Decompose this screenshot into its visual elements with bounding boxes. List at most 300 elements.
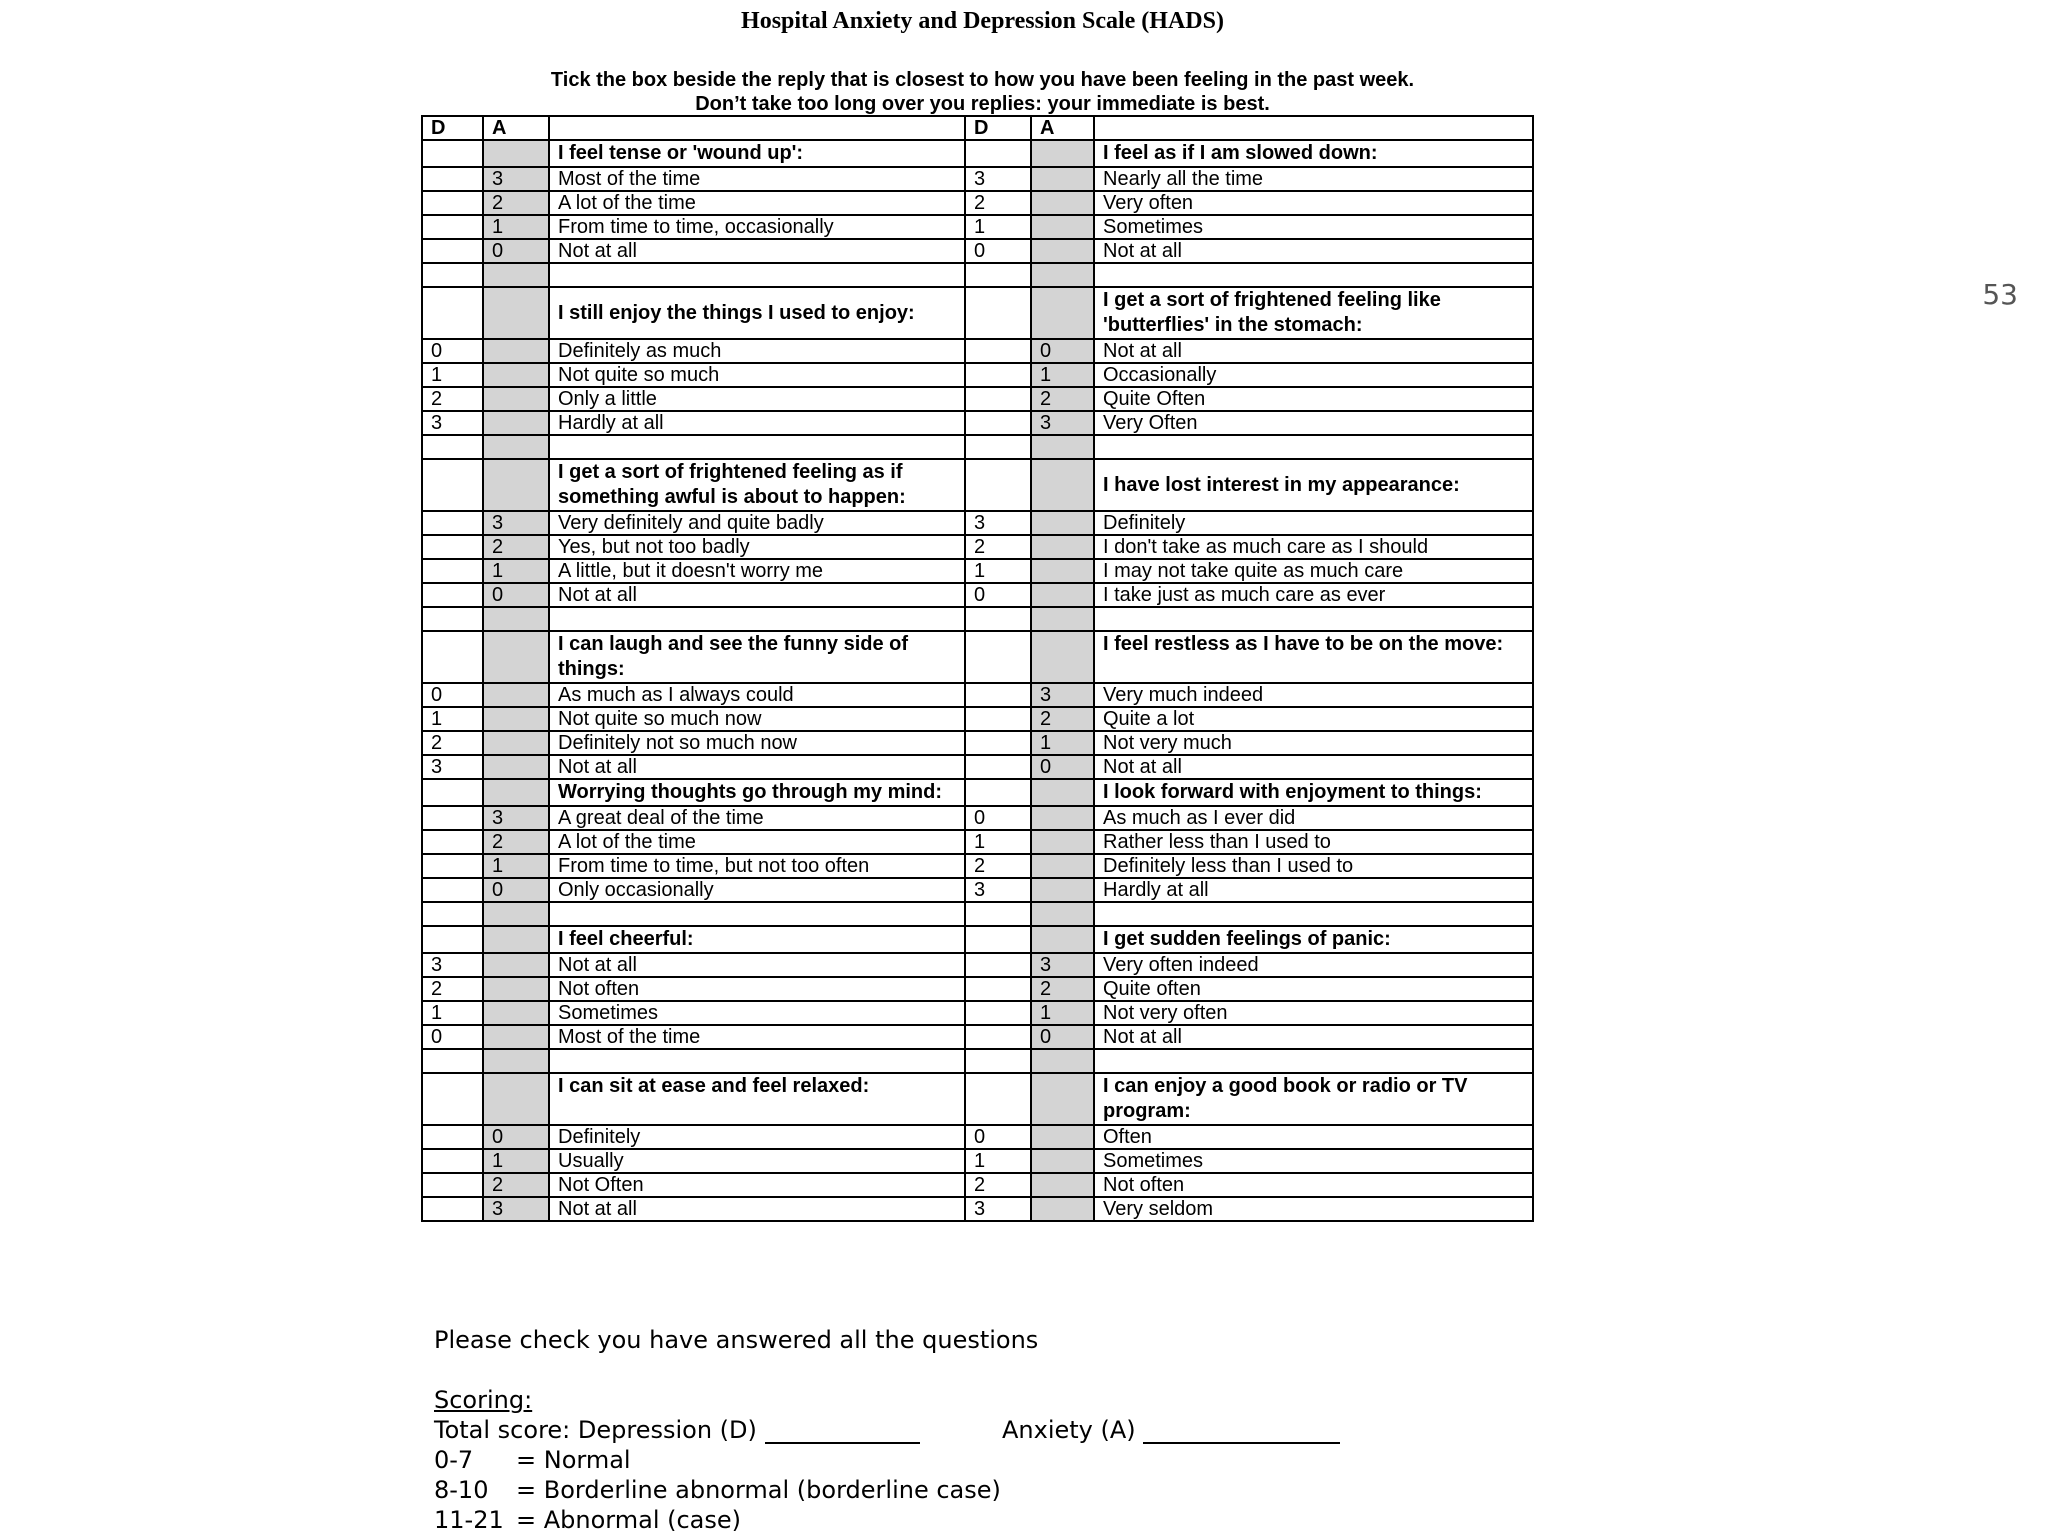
score-range: 8-10 bbox=[434, 1476, 489, 1504]
spacer-cell bbox=[422, 1049, 483, 1073]
anxiety-score-cell[interactable] bbox=[483, 363, 549, 387]
anxiety-score-cell[interactable] bbox=[483, 707, 549, 731]
anxiety-score-cell[interactable] bbox=[483, 387, 549, 411]
answer-option-text: Hardly at all bbox=[549, 411, 965, 435]
spacer-cell bbox=[549, 607, 965, 631]
answer-option-text: Nearly all the time bbox=[1094, 167, 1533, 191]
depression-score-cell[interactable] bbox=[422, 239, 483, 263]
question-row bbox=[422, 1073, 1533, 1125]
spacer-cell bbox=[483, 1049, 549, 1073]
answer-option-text: Sometimes bbox=[1094, 1149, 1533, 1173]
depression-score-cell[interactable] bbox=[422, 1149, 483, 1173]
anxiety-score-cell[interactable]: 3 bbox=[483, 806, 549, 830]
question-row bbox=[422, 287, 1533, 339]
anxiety-score-cell[interactable]: 3 bbox=[483, 511, 549, 535]
answer-option-row[interactable] bbox=[422, 387, 1533, 411]
question-text: I get a sort of frightened feeling as if something awful is about to happen: bbox=[549, 459, 965, 511]
anxiety-column-header: A bbox=[1031, 116, 1094, 140]
spacer-cell bbox=[965, 263, 1031, 287]
depression-score-cell[interactable] bbox=[422, 806, 483, 830]
depression-score-cell[interactable] bbox=[422, 583, 483, 607]
anxiety-score-cell[interactable]: 2 bbox=[483, 830, 549, 854]
answer-option-row[interactable] bbox=[422, 239, 1533, 263]
answer-option-text: Very often bbox=[1094, 191, 1533, 215]
depression-score-cell[interactable] bbox=[965, 707, 1031, 731]
question-text: I have lost interest in my appearance: bbox=[1094, 459, 1533, 511]
answer-option-text: Definitely not so much now bbox=[549, 731, 965, 755]
answer-option-text: Occasionally bbox=[1094, 363, 1533, 387]
depression-score-cell[interactable]: 0 bbox=[422, 1025, 483, 1049]
depression-score-cell[interactable]: 2 bbox=[965, 854, 1031, 878]
anxiety-score-cell[interactable]: 3 bbox=[1031, 953, 1094, 977]
answer-option-row[interactable] bbox=[422, 1149, 1533, 1173]
answer-option-text: I may not take quite as much care bbox=[1094, 559, 1533, 583]
anxiety-score-cell[interactable]: 0 bbox=[483, 1125, 549, 1149]
depression-score-cell[interactable]: 0 bbox=[422, 683, 483, 707]
answer-option-text: From time to time, occasionally bbox=[549, 215, 965, 239]
anxiety-score-cell[interactable] bbox=[1031, 1173, 1094, 1197]
anxiety-score-cell[interactable]: 1 bbox=[483, 854, 549, 878]
depression-score-cell[interactable] bbox=[422, 854, 483, 878]
depression-score-cell[interactable]: 3 bbox=[422, 411, 483, 435]
question-text: I can enjoy a good book or radio or TV program: bbox=[1094, 1073, 1533, 1125]
answer-option-text: Only occasionally bbox=[549, 878, 965, 902]
question-text: I feel cheerful: bbox=[549, 926, 965, 953]
depression-score-cell[interactable]: 1 bbox=[422, 1001, 483, 1025]
anxiety-score-cell[interactable] bbox=[1031, 878, 1094, 902]
question-column-header bbox=[1094, 116, 1533, 140]
question-row bbox=[422, 459, 1533, 511]
spacer-cell bbox=[965, 435, 1031, 459]
score-meaning: = Borderline abnormal (borderline case) bbox=[516, 1476, 1001, 1504]
anxiety-score-cell[interactable] bbox=[483, 683, 549, 707]
depression-score-cell bbox=[965, 140, 1031, 167]
spacer-cell bbox=[549, 435, 965, 459]
answer-option-text: I don't take as much care as I should bbox=[1094, 535, 1533, 559]
depression-score-cell[interactable] bbox=[422, 830, 483, 854]
depression-column-header: D bbox=[422, 116, 483, 140]
anxiety-score-cell[interactable]: 0 bbox=[1031, 339, 1094, 363]
anxiety-score-cell[interactable]: 1 bbox=[1031, 1001, 1094, 1025]
depression-score-cell[interactable]: 2 bbox=[965, 191, 1031, 215]
depression-score-cell[interactable]: 0 bbox=[965, 583, 1031, 607]
anxiety-score-cell[interactable]: 3 bbox=[483, 167, 549, 191]
depression-score-cell[interactable] bbox=[965, 339, 1031, 363]
spacer-cell bbox=[483, 263, 549, 287]
answer-option-row[interactable] bbox=[422, 683, 1533, 707]
answer-option-row[interactable] bbox=[422, 411, 1533, 435]
spacer-cell bbox=[422, 607, 483, 631]
question-text: I can sit at ease and feel relaxed: bbox=[549, 1073, 965, 1125]
anxiety-score-cell[interactable] bbox=[1031, 559, 1094, 583]
depression-score-cell[interactable]: 2 bbox=[422, 387, 483, 411]
score-range: 11-21 bbox=[434, 1506, 504, 1534]
depression-score-cell bbox=[422, 631, 483, 683]
spacer-cell bbox=[483, 435, 549, 459]
spacer-cell bbox=[483, 607, 549, 631]
answer-option-row[interactable] bbox=[422, 191, 1533, 215]
depression-score-cell[interactable]: 2 bbox=[422, 977, 483, 1001]
anxiety-score-cell[interactable] bbox=[1031, 583, 1094, 607]
answer-option-text: Most of the time bbox=[549, 1025, 965, 1049]
depression-score-cell[interactable] bbox=[422, 535, 483, 559]
depression-score-cell[interactable]: 3 bbox=[965, 511, 1031, 535]
anxiety-score-cell[interactable]: 2 bbox=[483, 1173, 549, 1197]
answer-option-text: Not often bbox=[549, 977, 965, 1001]
depression-score-cell[interactable] bbox=[965, 387, 1031, 411]
depression-score-cell[interactable]: 2 bbox=[965, 1173, 1031, 1197]
score-range-row bbox=[434, 1506, 741, 1534]
spacer-row bbox=[422, 902, 1533, 926]
anxiety-score-cell[interactable] bbox=[1031, 830, 1094, 854]
anxiety-score-cell[interactable] bbox=[483, 953, 549, 977]
spacer-cell bbox=[483, 902, 549, 926]
depression-score-cell[interactable] bbox=[965, 1025, 1031, 1049]
anxiety-score-cell bbox=[1031, 459, 1094, 511]
spacer-cell bbox=[965, 902, 1031, 926]
depression-score-cell[interactable] bbox=[965, 411, 1031, 435]
anxiety-score-cell[interactable] bbox=[1031, 167, 1094, 191]
depression-score-cell[interactable] bbox=[965, 683, 1031, 707]
depression-score-cell bbox=[422, 287, 483, 339]
anxiety-score-cell[interactable]: 2 bbox=[483, 535, 549, 559]
answer-option-row[interactable] bbox=[422, 977, 1533, 1001]
score-meaning: = Normal bbox=[516, 1446, 631, 1474]
answer-option-text: Not at all bbox=[549, 239, 965, 263]
answer-option-text: Not quite so much bbox=[549, 363, 965, 387]
depression-score-cell[interactable]: 1 bbox=[965, 559, 1031, 583]
question-text: I feel as if I am slowed down: bbox=[1094, 140, 1533, 167]
depression-score-cell[interactable]: 3 bbox=[965, 878, 1031, 902]
answer-option-text: Not often bbox=[1094, 1173, 1533, 1197]
depression-score-cell[interactable] bbox=[422, 1125, 483, 1149]
depression-total-field[interactable] bbox=[765, 1420, 920, 1444]
depression-score-cell[interactable] bbox=[422, 511, 483, 535]
anxiety-score-cell[interactable]: 1 bbox=[483, 215, 549, 239]
anxiety-score-cell[interactable]: 3 bbox=[1031, 411, 1094, 435]
slide-page-number: 53 bbox=[1982, 278, 2018, 311]
answer-option-text: As much as I always could bbox=[549, 683, 965, 707]
depression-score-cell[interactable]: 3 bbox=[422, 755, 483, 779]
answer-option-text: Very definitely and quite badly bbox=[549, 511, 965, 535]
depression-score-cell bbox=[422, 140, 483, 167]
answer-option-row[interactable] bbox=[422, 339, 1533, 363]
anxiety-score-cell[interactable] bbox=[483, 731, 549, 755]
depression-score-cell[interactable] bbox=[422, 878, 483, 902]
depression-total-label: Total score: Depression (D) bbox=[434, 1416, 757, 1444]
question-text: I still enjoy the things I used to enjoy: bbox=[549, 287, 965, 339]
anxiety-score-cell[interactable] bbox=[483, 339, 549, 363]
question-row bbox=[422, 140, 1533, 167]
answer-option-text: Not at all bbox=[1094, 755, 1533, 779]
answer-option-row[interactable] bbox=[422, 854, 1533, 878]
depression-score-cell[interactable]: 0 bbox=[965, 239, 1031, 263]
answer-option-row[interactable] bbox=[422, 1173, 1533, 1197]
answer-option-text: Not Often bbox=[549, 1173, 965, 1197]
depression-score-cell[interactable]: 3 bbox=[422, 953, 483, 977]
depression-score-cell[interactable]: 2 bbox=[965, 535, 1031, 559]
depression-score-cell bbox=[965, 631, 1031, 683]
depression-score-cell bbox=[422, 926, 483, 953]
anxiety-score-cell[interactable]: 1 bbox=[1031, 363, 1094, 387]
answer-option-text: Definitely bbox=[1094, 511, 1533, 535]
anxiety-score-cell[interactable] bbox=[483, 977, 549, 1001]
instruction-line-1: Tick the box beside the reply that is closest to how you have been feeling in the past week. bbox=[550, 69, 1415, 91]
spacer-row bbox=[422, 263, 1533, 287]
anxiety-score-cell[interactable]: 2 bbox=[1031, 387, 1094, 411]
instruction-line-2: Don’t take too long over you replies: your immediate is best. bbox=[695, 93, 1270, 115]
answer-option-text: Not at all bbox=[1094, 339, 1533, 363]
anxiety-score-cell[interactable] bbox=[1031, 1149, 1094, 1173]
depression-score-cell[interactable] bbox=[965, 1001, 1031, 1025]
score-range: 0-7 bbox=[434, 1446, 474, 1474]
anxiety-score-cell bbox=[483, 631, 549, 683]
question-row bbox=[422, 631, 1533, 683]
answer-option-text: Sometimes bbox=[1094, 215, 1533, 239]
spacer-cell bbox=[1031, 435, 1094, 459]
depression-score-cell[interactable] bbox=[965, 363, 1031, 387]
answer-option-text: Not very much bbox=[1094, 731, 1533, 755]
answer-option-row[interactable] bbox=[422, 215, 1533, 239]
depression-score-cell bbox=[422, 1073, 483, 1125]
question-text: I can laugh and see the funny side of things: bbox=[549, 631, 965, 683]
question-column-header bbox=[549, 116, 965, 140]
anxiety-score-cell[interactable]: 0 bbox=[1031, 755, 1094, 779]
anxiety-score-cell bbox=[1031, 779, 1094, 806]
depression-score-cell bbox=[965, 926, 1031, 953]
anxiety-score-cell[interactable] bbox=[1031, 1125, 1094, 1149]
anxiety-score-cell[interactable]: 1 bbox=[1031, 731, 1094, 755]
anxiety-score-cell[interactable] bbox=[1031, 806, 1094, 830]
answer-option-row[interactable] bbox=[422, 1001, 1533, 1025]
question-text: I feel tense or 'wound up': bbox=[549, 140, 965, 167]
answer-option-text: Quite a lot bbox=[1094, 707, 1533, 731]
answer-option-text: Definitely as much bbox=[549, 339, 965, 363]
depression-score-cell[interactable]: 1 bbox=[965, 830, 1031, 854]
depression-score-cell[interactable] bbox=[965, 731, 1031, 755]
question-text: I get a sort of frightened feeling like 'butterflies' in the stomach: bbox=[1094, 287, 1533, 339]
score-range-row bbox=[434, 1446, 631, 1474]
depression-score-cell bbox=[422, 459, 483, 511]
score-meaning: = Abnormal (case) bbox=[516, 1506, 742, 1534]
depression-score-cell bbox=[965, 779, 1031, 806]
depression-score-cell[interactable] bbox=[965, 977, 1031, 1001]
depression-score-cell[interactable] bbox=[422, 167, 483, 191]
answer-option-text: Often bbox=[1094, 1125, 1533, 1149]
answer-option-row[interactable] bbox=[422, 363, 1533, 387]
spacer-cell bbox=[1031, 902, 1094, 926]
depression-score-cell[interactable] bbox=[422, 1197, 483, 1221]
answer-option-row[interactable] bbox=[422, 806, 1533, 830]
anxiety-score-cell[interactable] bbox=[1031, 1197, 1094, 1221]
anxiety-score-cell bbox=[1031, 287, 1094, 339]
spacer-cell bbox=[1031, 263, 1094, 287]
depression-score-cell[interactable]: 1 bbox=[965, 215, 1031, 239]
answer-option-text: Quite Often bbox=[1094, 387, 1533, 411]
anxiety-score-cell bbox=[483, 287, 549, 339]
anxiety-score-cell[interactable] bbox=[1031, 191, 1094, 215]
depression-score-cell[interactable]: 0 bbox=[422, 339, 483, 363]
answer-option-text: Rather less than I used to bbox=[1094, 830, 1533, 854]
depression-score-cell[interactable] bbox=[422, 215, 483, 239]
anxiety-score-cell bbox=[1031, 631, 1094, 683]
table-header-row bbox=[422, 116, 1533, 140]
answer-option-text: Most of the time bbox=[549, 167, 965, 191]
answer-option-row[interactable] bbox=[422, 167, 1533, 191]
spacer-row bbox=[422, 607, 1533, 631]
spacer-cell bbox=[1094, 435, 1533, 459]
spacer-cell bbox=[965, 607, 1031, 631]
anxiety-score-cell[interactable]: 0 bbox=[1031, 1025, 1094, 1049]
depression-score-cell[interactable]: 3 bbox=[965, 1197, 1031, 1221]
answer-option-row[interactable] bbox=[422, 559, 1533, 583]
question-text: I look forward with enjoyment to things: bbox=[1094, 779, 1533, 806]
depression-score-cell[interactable] bbox=[422, 191, 483, 215]
answer-option-text: From time to time, but not too often bbox=[549, 854, 965, 878]
spacer-cell bbox=[549, 902, 965, 926]
document-title: Hospital Anxiety and Depression Scale (HADS) bbox=[741, 8, 1224, 34]
depression-score-cell[interactable] bbox=[422, 559, 483, 583]
answer-option-row[interactable] bbox=[422, 731, 1533, 755]
depression-column-header: D bbox=[965, 116, 1031, 140]
anxiety-score-cell bbox=[483, 1073, 549, 1125]
anxiety-score-cell[interactable] bbox=[1031, 239, 1094, 263]
hads-questionnaire-table bbox=[421, 115, 1534, 1222]
depression-score-cell bbox=[965, 287, 1031, 339]
answer-option-row[interactable] bbox=[422, 583, 1533, 607]
anxiety-score-cell[interactable]: 2 bbox=[1031, 977, 1094, 1001]
answer-option-row[interactable] bbox=[422, 535, 1533, 559]
answer-option-text: I take just as much care as ever bbox=[1094, 583, 1533, 607]
spacer-row bbox=[422, 1049, 1533, 1073]
answer-option-text: A great deal of the time bbox=[549, 806, 965, 830]
check-answers-note: Please check you have answered all the questions bbox=[434, 1326, 1039, 1354]
answer-option-row[interactable] bbox=[422, 755, 1533, 779]
spacer-cell bbox=[1031, 1049, 1094, 1073]
anxiety-score-cell[interactable]: 1 bbox=[483, 559, 549, 583]
answer-option-row[interactable] bbox=[422, 1197, 1533, 1221]
anxiety-score-cell[interactable] bbox=[483, 1025, 549, 1049]
anxiety-score-cell[interactable]: 0 bbox=[483, 239, 549, 263]
answer-option-row[interactable] bbox=[422, 953, 1533, 977]
answer-option-text: Quite often bbox=[1094, 977, 1533, 1001]
anxiety-column-header: A bbox=[483, 116, 549, 140]
depression-score-cell[interactable]: 1 bbox=[965, 1149, 1031, 1173]
anxiety-score-cell bbox=[1031, 140, 1094, 167]
anxiety-score-cell[interactable] bbox=[1031, 215, 1094, 239]
spacer-cell bbox=[1094, 1049, 1533, 1073]
depression-score-cell[interactable] bbox=[422, 1173, 483, 1197]
depression-score-cell[interactable]: 3 bbox=[965, 167, 1031, 191]
depression-score-cell[interactable] bbox=[965, 953, 1031, 977]
answer-option-row[interactable] bbox=[422, 511, 1533, 535]
answer-option-row[interactable] bbox=[422, 878, 1533, 902]
spacer-cell bbox=[1094, 263, 1533, 287]
answer-option-row[interactable] bbox=[422, 1025, 1533, 1049]
answer-option-text: Usually bbox=[549, 1149, 965, 1173]
depression-score-cell[interactable]: 2 bbox=[422, 731, 483, 755]
spacer-cell bbox=[965, 1049, 1031, 1073]
spacer-cell bbox=[1031, 607, 1094, 631]
anxiety-score-cell[interactable] bbox=[1031, 854, 1094, 878]
anxiety-score-cell[interactable] bbox=[1031, 511, 1094, 535]
answer-option-row[interactable] bbox=[422, 1125, 1533, 1149]
answer-option-text: Not at all bbox=[549, 953, 965, 977]
anxiety-score-cell[interactable] bbox=[483, 755, 549, 779]
anxiety-score-cell[interactable]: 0 bbox=[483, 583, 549, 607]
answer-option-row[interactable] bbox=[422, 830, 1533, 854]
question-text: I feel restless as I have to be on the move: bbox=[1094, 631, 1533, 683]
anxiety-score-cell[interactable]: 2 bbox=[483, 191, 549, 215]
anxiety-score-cell bbox=[1031, 926, 1094, 953]
depression-score-cell[interactable]: 0 bbox=[965, 1125, 1031, 1149]
anxiety-score-cell[interactable] bbox=[1031, 535, 1094, 559]
answer-option-text: Only a little bbox=[549, 387, 965, 411]
depression-score-cell bbox=[965, 459, 1031, 511]
spacer-cell bbox=[422, 902, 483, 926]
answer-option-text: Definitely less than I used to bbox=[1094, 854, 1533, 878]
answer-option-text: Very much indeed bbox=[1094, 683, 1533, 707]
anxiety-score-cell bbox=[483, 140, 549, 167]
answer-option-text: Yes, but not too badly bbox=[549, 535, 965, 559]
question-row bbox=[422, 779, 1533, 806]
answer-option-text: Not at all bbox=[549, 583, 965, 607]
answer-option-text: Very often indeed bbox=[1094, 953, 1533, 977]
answer-option-text: Very seldom bbox=[1094, 1197, 1533, 1221]
score-range-row bbox=[434, 1476, 1001, 1504]
anxiety-score-cell[interactable]: 0 bbox=[483, 878, 549, 902]
depression-score-cell[interactable]: 1 bbox=[422, 363, 483, 387]
spacer-cell bbox=[422, 435, 483, 459]
answer-option-text: A little, but it doesn't worry me bbox=[549, 559, 965, 583]
answer-option-text: Definitely bbox=[549, 1125, 965, 1149]
answer-option-text: Very Often bbox=[1094, 411, 1533, 435]
scoring-heading: Scoring: bbox=[434, 1386, 533, 1414]
anxiety-total-label: Anxiety (A) bbox=[1002, 1416, 1136, 1444]
anxiety-score-cell[interactable] bbox=[483, 1001, 549, 1025]
answer-option-text: A lot of the time bbox=[549, 830, 965, 854]
depression-score-cell bbox=[422, 779, 483, 806]
anxiety-score-cell[interactable]: 3 bbox=[1031, 683, 1094, 707]
depression-score-cell[interactable] bbox=[965, 755, 1031, 779]
answer-option-text: Not at all bbox=[549, 1197, 965, 1221]
depression-score-cell[interactable]: 0 bbox=[965, 806, 1031, 830]
answer-option-text: Not at all bbox=[1094, 239, 1533, 263]
anxiety-score-cell bbox=[483, 779, 549, 806]
answer-option-text: Not at all bbox=[1094, 1025, 1533, 1049]
anxiety-score-cell[interactable]: 1 bbox=[483, 1149, 549, 1173]
answer-option-row[interactable] bbox=[422, 707, 1533, 731]
anxiety-total-field[interactable] bbox=[1143, 1420, 1340, 1444]
anxiety-score-cell bbox=[1031, 1073, 1094, 1125]
question-text: Worrying thoughts go through my mind: bbox=[549, 779, 965, 806]
spacer-cell bbox=[422, 263, 483, 287]
anxiety-score-cell[interactable]: 2 bbox=[1031, 707, 1094, 731]
total-score-line bbox=[434, 1416, 1136, 1444]
spacer-cell bbox=[1094, 607, 1533, 631]
anxiety-score-cell bbox=[483, 459, 549, 511]
question-row bbox=[422, 926, 1533, 953]
answer-option-text: Not quite so much now bbox=[549, 707, 965, 731]
anxiety-score-cell bbox=[483, 926, 549, 953]
anxiety-score-cell[interactable]: 3 bbox=[483, 1197, 549, 1221]
answer-option-text: Not at all bbox=[549, 755, 965, 779]
spacer-row bbox=[422, 435, 1533, 459]
depression-score-cell[interactable]: 1 bbox=[422, 707, 483, 731]
answer-option-text: As much as I ever did bbox=[1094, 806, 1533, 830]
question-text: I get sudden feelings of panic: bbox=[1094, 926, 1533, 953]
anxiety-score-cell[interactable] bbox=[483, 411, 549, 435]
